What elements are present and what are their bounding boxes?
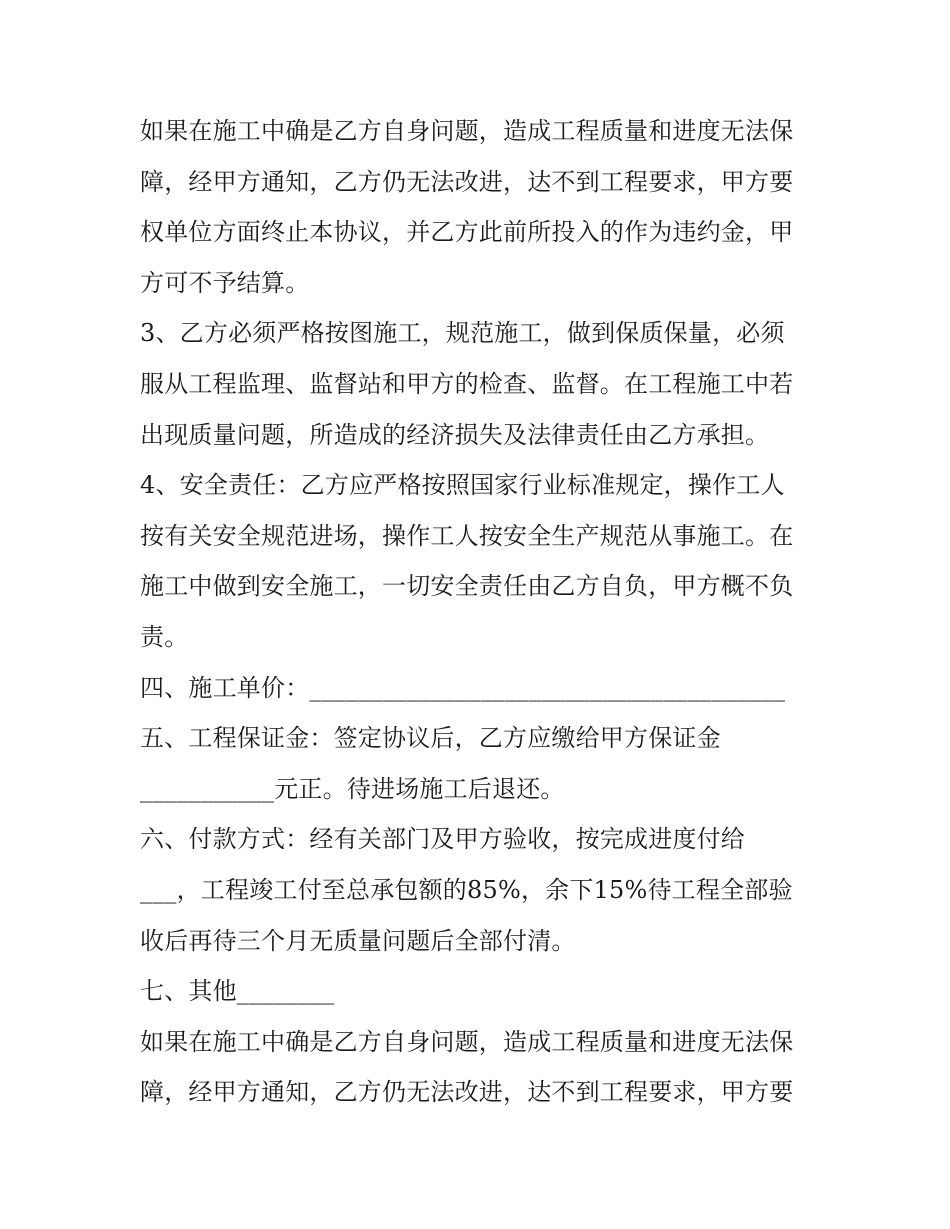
section-payment: 六、付款方式：经有关部门及甲方验收，按完成进度付给 (140, 825, 745, 854)
text-line: 权单位方面终止本协议，并乙方此前所投入的作为违约金，甲 (140, 218, 794, 247)
text-line: 出现质量问题，所造成的经济损失及法律责任由乙方承担。 (140, 420, 770, 449)
section-deposit: 五、工程保证金：签定协议后，乙方应缴给甲方保证金 (140, 724, 721, 753)
text-line: 如果在施工中确是乙方自身问题，造成工程质量和进度无法保 (140, 117, 794, 145)
document-body (140, 106, 820, 1118)
section-other: 七、其他________ (140, 977, 335, 1006)
clause-4-line: 4、安全责任：乙方应严格按照国家行业标准规定，操作工人 (140, 471, 785, 500)
text-line: 责。 (140, 622, 189, 651)
section-unit-price: 四、施工单价：_______________________________________ (140, 673, 786, 702)
clause-3-line: 3、乙方必须严格按图施工，规范施工，做到保质保量，必须 (140, 319, 785, 348)
text-line: 收后再待三个月无质量问题后全部付清。 (140, 926, 576, 955)
text-line: 按有关安全规范进场，操作工人按安全生产规范从事施工。在 (140, 521, 794, 550)
text-line: 如果在施工中确是乙方自身问题，造成工程质量和进度无法保 (140, 1027, 794, 1056)
text-line: ___，工程竣工付至总承包额的85%，余下15%待工程全部验 (140, 875, 793, 904)
text-line: ___________元正。待进场施工后退还。 (140, 774, 565, 803)
text-line: 障，经甲方通知，乙方仍无法改进，达不到工程要求，甲方要 (140, 167, 794, 196)
text-line: 服从工程监理、监督站和甲方的检查、监督。在工程施工中若 (140, 369, 794, 398)
text-line: 障，经甲方通知，乙方仍无法改进，达不到工程要求，甲方要 (140, 1078, 794, 1107)
text-line: 施工中做到安全施工，一切安全责任由乙方自负，甲方概不负 (140, 572, 794, 601)
text-line: 方可不予结算。 (140, 268, 310, 297)
